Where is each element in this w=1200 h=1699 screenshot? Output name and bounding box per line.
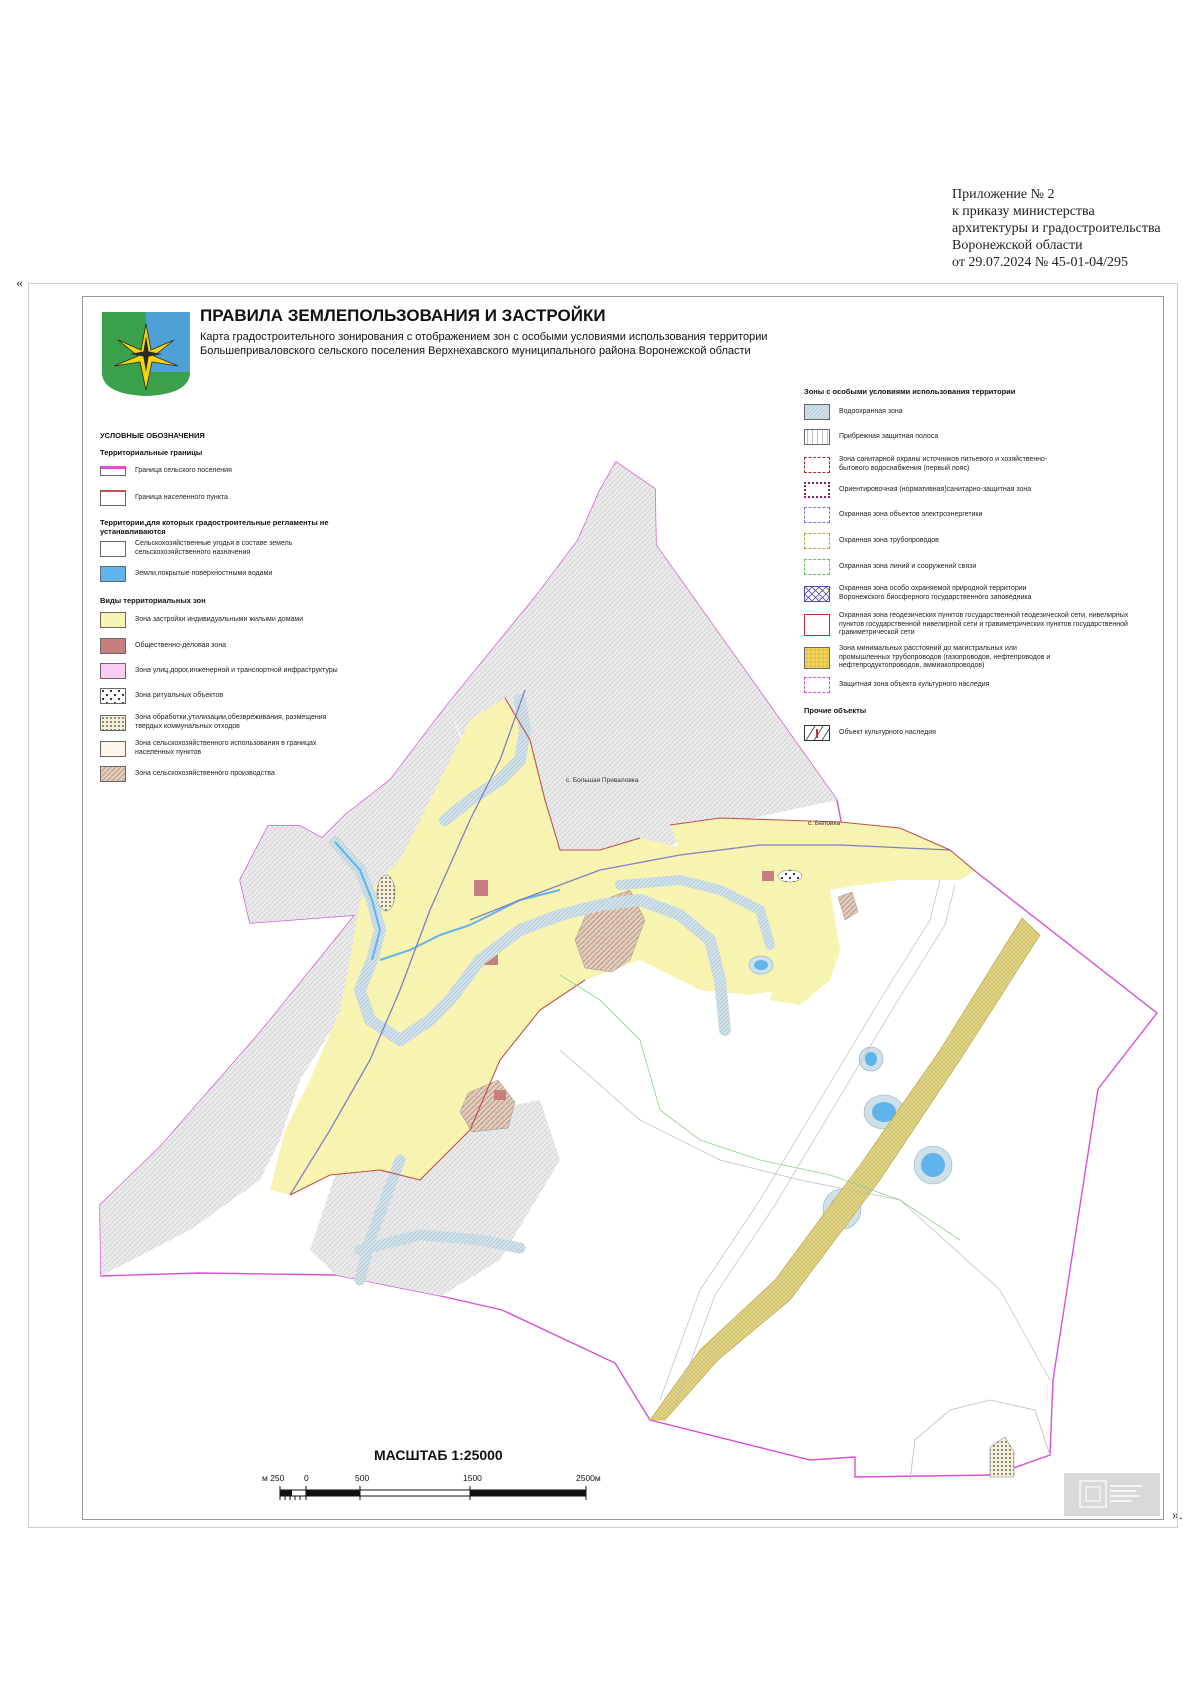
public-zone-1 [474,880,488,896]
legend-swatch [100,663,126,679]
legend-swatch [804,586,830,602]
scale-label-500: 500 [355,1473,370,1483]
ritual-zone-2 [778,870,802,882]
legend-swatch [804,533,830,549]
place-label-bolshaya-privalovka: с. Большая Приваловка [566,777,639,784]
legend-swatch [804,559,830,575]
legend-item [804,645,1069,671]
legend-item [100,490,228,506]
legend-label: Общественно-деловая зона [135,641,227,649]
legend-item [100,688,223,704]
legend-swatch [100,466,126,476]
legend-swatch [804,482,830,498]
scale-label-left: м 250 [262,1473,285,1483]
legend-item [100,714,345,731]
map-subtitle-2: Большеприваловского сельского поселения Верхнехавского муниципального района Воронежской области [200,345,751,357]
legend-group-zone-types: Виды территориальных зон [100,596,206,605]
legend-swatch [100,612,126,628]
appendix-line: архитектуры и градостроительства [952,221,1161,236]
legend-label: Защитная зона объекта культурного наследия [839,680,990,688]
close-quote: ». [1172,1508,1183,1523]
legend-item [804,677,989,693]
open-quote: « [16,276,23,291]
legend-item [100,540,335,557]
legend-item [100,612,303,628]
legend-item [804,507,982,523]
legend-label: Зона обработки,утилизации,обезвреживания, размещения твердых коммунальных отходов [135,714,327,730]
legend-item [804,533,939,549]
legend-label: Зона минимальных расстояний до магистральных или промышленных трубопроводов (газопроводов, нефтепроводов и нефтепродуктопроводов, аммиакопроводов) [839,645,1051,669]
legend-swatch [804,677,830,693]
legend-label: Зона улиц,дорог,инженерной и транспортной инфраструктуры [135,666,338,674]
scale-label-1500: 1500 [463,1473,482,1483]
legend-item [804,559,976,575]
legend-label: Объект культурного наследия [839,728,936,736]
legend-swatch [100,638,126,654]
legend-item [100,566,272,582]
appendix-line: Воронежской области [952,238,1083,253]
legend-label: Прибрежная защитная полоса [839,432,939,440]
legend-swatch [804,614,830,636]
legend-item [804,585,1069,602]
legend-group-no-regulations: Территории,для которых градостроительные регламенты не устанавливаются [100,518,329,536]
coat-of-arms-logo [100,310,192,398]
legend-group-borders: Территориальные границы [100,448,203,457]
appendix-line: к приказу министерства [952,204,1095,219]
legend-swatch [804,457,830,473]
legend-swatch [100,490,126,506]
publisher-stamp [1064,1473,1160,1516]
legend-item [804,456,1049,473]
legend-item [100,638,226,654]
public-zone-4 [494,1090,506,1100]
legend-item [100,466,232,476]
heritage-object-icon [804,725,830,741]
legend-special-zones-heading: Зоны с особыми условиями использования территории [804,387,1016,396]
public-zone-3 [762,871,774,881]
legend-item [804,725,936,741]
legend-item [100,740,335,757]
legend-label: Охранная зона особо охраняемой природной территории Воронежского биосферного государственного заповедника [839,585,1032,601]
legend-label: Охранная зона трубопроводов [839,536,939,544]
legend-swatch [100,541,126,557]
legend-label: Граница населенного пункта [135,493,228,501]
legend-item [804,482,1031,498]
appendix-line: от 29.07.2024 № 45-01-04/295 [952,255,1129,270]
legend-label: Зона застройки индивидуальными жилыми домами [135,615,304,623]
legend-item [100,766,275,782]
legend-label: Сельскохозяйственные угодья в составе земель сельскохозяйственного назначения [135,540,293,556]
place-label-belovka: с. Беловка [808,820,841,827]
scale-title: МАСШТАБ 1:25000 [374,1447,503,1463]
legend-swatch [100,715,126,731]
map-title: ПРАВИЛА ЗЕМЛЕПОЛЬЗОВАНИЯ И ЗАСТРОЙКИ [200,306,606,325]
legend-label: Земли,покрытые поверхностными водами [135,569,273,577]
legend-label: Ориентировочная (нормативная)санитарно-защитная зона [839,485,1032,493]
legend-item [100,663,338,679]
scale-bar [276,1484,596,1508]
scale-label-zero: 0 [304,1473,309,1483]
scale-label-2500: 2500м [576,1473,601,1483]
legend-heading: УСЛОВНЫЕ ОБОЗНАЧЕНИЯ [100,431,205,440]
legend-swatch [804,647,830,669]
legend-label: Зона сельскохозяйственного использования в границах населенных пунктов [135,740,317,756]
legend-swatch [100,566,126,582]
legend-item [804,612,1154,638]
map-subtitle-1: Карта градостроительного зонирования с отображением зон с особыми условиями использования территории [200,331,768,343]
legend-label: Водоохранная зона [839,407,903,415]
legend-swatch [100,741,126,757]
legend-label: Охранная зона линий и сооружений связи [839,562,977,570]
legend-swatch [804,507,830,523]
legend-label: Зона санитарной охраны источников питьевого и хозяйственно-бытового водоснабжения (первый пояс) [839,456,1048,472]
legend-label: Зона сельскохозяйственного производства [135,769,275,777]
stamp-logo-icon [1064,1473,1160,1516]
legend-other-heading: Прочие объекты [804,706,867,715]
legend-swatch [100,688,126,704]
appendix-line: Приложение № 2 [952,187,1055,202]
legend-item [804,429,938,445]
legend-swatch [804,404,830,420]
legend-swatch [100,766,126,782]
legend-item [804,404,903,420]
legend-label: Зона ритуальных объектов [135,691,224,699]
legend-label: Охранная зона объектов электроэнергетики [839,510,983,518]
legend-label: Охранная зона геодезических пунктов государственной геодезической сети, нивелирных пунктов государственной нивелирной сети и гравиметрических пунктов государственной гравиметрической сети [839,612,1129,636]
legend-label: Граница сельского поселения [135,466,232,474]
legend-swatch [804,429,830,445]
